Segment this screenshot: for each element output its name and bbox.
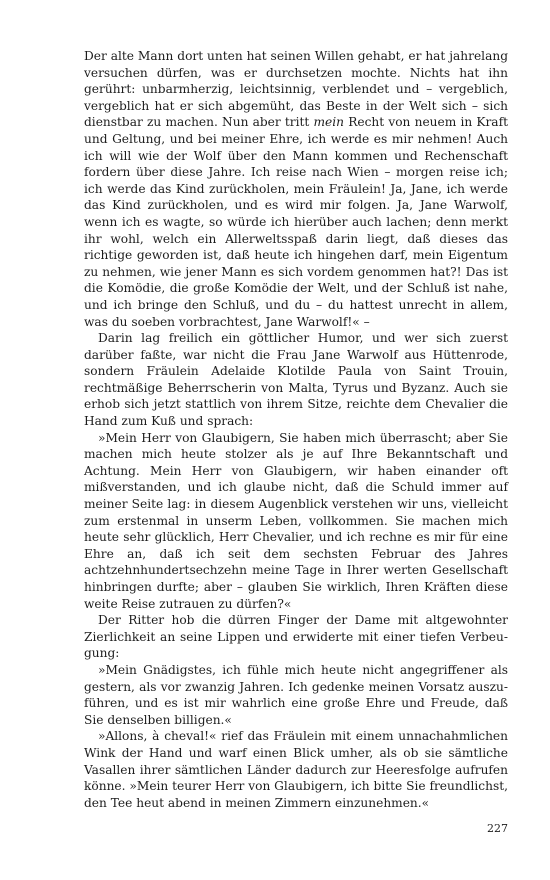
paragraph-4: Der Ritter hob die dürren Finger der Dame mit altgewohnter Zierlichkeit an seine Lippen und erwiderte mit einer tiefen Verbeugung: — [84, 613, 508, 661]
page-number: 227 — [487, 822, 508, 835]
paragraph-5: »Mein Gnädigstes, ich fühle mich heute nicht angegriffener als gestern, als vor zwanzig Jahren. Ich gedenke meinen Vorsatz auszuführen, und es ist mir wahrlich eine große Ehre und Freude, daß Sie denselben billigen.« — [84, 662, 508, 727]
paragraph-1-part-1: Der alte Mann dort unten hat seinen Willen gehabt, er hat jahrelang versuchen dürfen, was er durchsetzen mochte. Nichts hat ihn gerührt: unbarmherzig, leichtsinnig, verblendet und – vergeblich, vergeblich hat er sich abgemüht, das Beste in der Welt sich – sich dienstbar zu machen. Nun aber tritt — [84, 49, 508, 130]
paragraph-2: Darin lag freilich ein göttlicher Humor, und wer sich zuerst darüber faßte, war nicht die Frau Jane Warwolf aus Hüttenrode, sondern Fräulein Adelaide Klotilde Paula von Saint Trouin, rechtmäßige Beherrscherin von Malta, Tyrus und Byzanz. Auch sie erhob sich jetzt stattlich von ihrem Sitze, reichte dem Chevalier die Hand zum Kuß und sprach: — [84, 331, 508, 429]
page-body — [84, 48, 508, 811]
paragraph-1-emphasis: mein — [313, 115, 345, 130]
paragraph-3: »Mein Herr von Glaubigern, Sie haben mich überrascht; aber Sie machen mich heute stolzer als je auf Ihre Bekanntschaft und Achtung. Mein Herr von Glaubigern, wir haben einander oft mißverstanden, und ich glaube nicht, daß die Schuld immer auf meiner Seite lag: in diesem Augenblick verstehen wir uns, vielleicht zum erstenmal in unserm Leben, vollkommen. Sie machen mich heute sehr glücklich, Herr Chevalier, und ich rechne es mir für eine Ehre an, daß ich seit dem sechsten Februar des Jahres achtzehnhundertsechzehn meine Tage in Ihrer werten Gesellschaft hinbringen durfte; aber – glauben Sie wirklich, Ihren Kräften diese weite Reise zutrauen zu dürfen?« — [84, 430, 508, 611]
paragraph-1-part-2: Recht von neuem in Kraft und Geltung, und bei meiner Ehre, ich werde es mir nehmen! Auch ich will wie der Wolf über den Mann kommen und Rechenschaft fordern über diese Jahre. Ich reise nach Wien – morgen reise ich; ich werde das Kind zurückholen, mein Fräulein! Ja, Jane, ich werde das Kind zurückholen, und es wird mir folgen. Ja, Jane Warwolf, wenn ich es wagte, so würde ich hierüber auch lachen; denn merkt ihr wohl, welch ein Allerweltsspaß darin liegt, daß dieses das richtige geworden ist, daß heute ich hingehen darf, mein Eigentum zu nehmen, wie jener Mann es sich vordem genommen hat?! Das ist die Komödie, die große Komödie der Welt, und der Schluß ist nahe, und ich bringe den Schluß, und du – du hattest unrecht in allem, was du soeben vorbrachtest, Jane Warwolf!« – — [84, 115, 508, 329]
paragraph-1 — [84, 48, 508, 330]
paragraph-6: »Allons, à cheval!« rief das Fräulein mit einem unnachahmlichen Wink der Hand und warf einen Blick umher, als ob sie sämtliche Vasallen ihrer sämtlichen Länder dadurch zur Heeresfolge aufrufen könne. »Mein teurer Herr von Glaubigern, ich bitte Sie freundlichst, den Tee heut abend in meinen Zimmern einzunehmen.« — [84, 729, 508, 810]
